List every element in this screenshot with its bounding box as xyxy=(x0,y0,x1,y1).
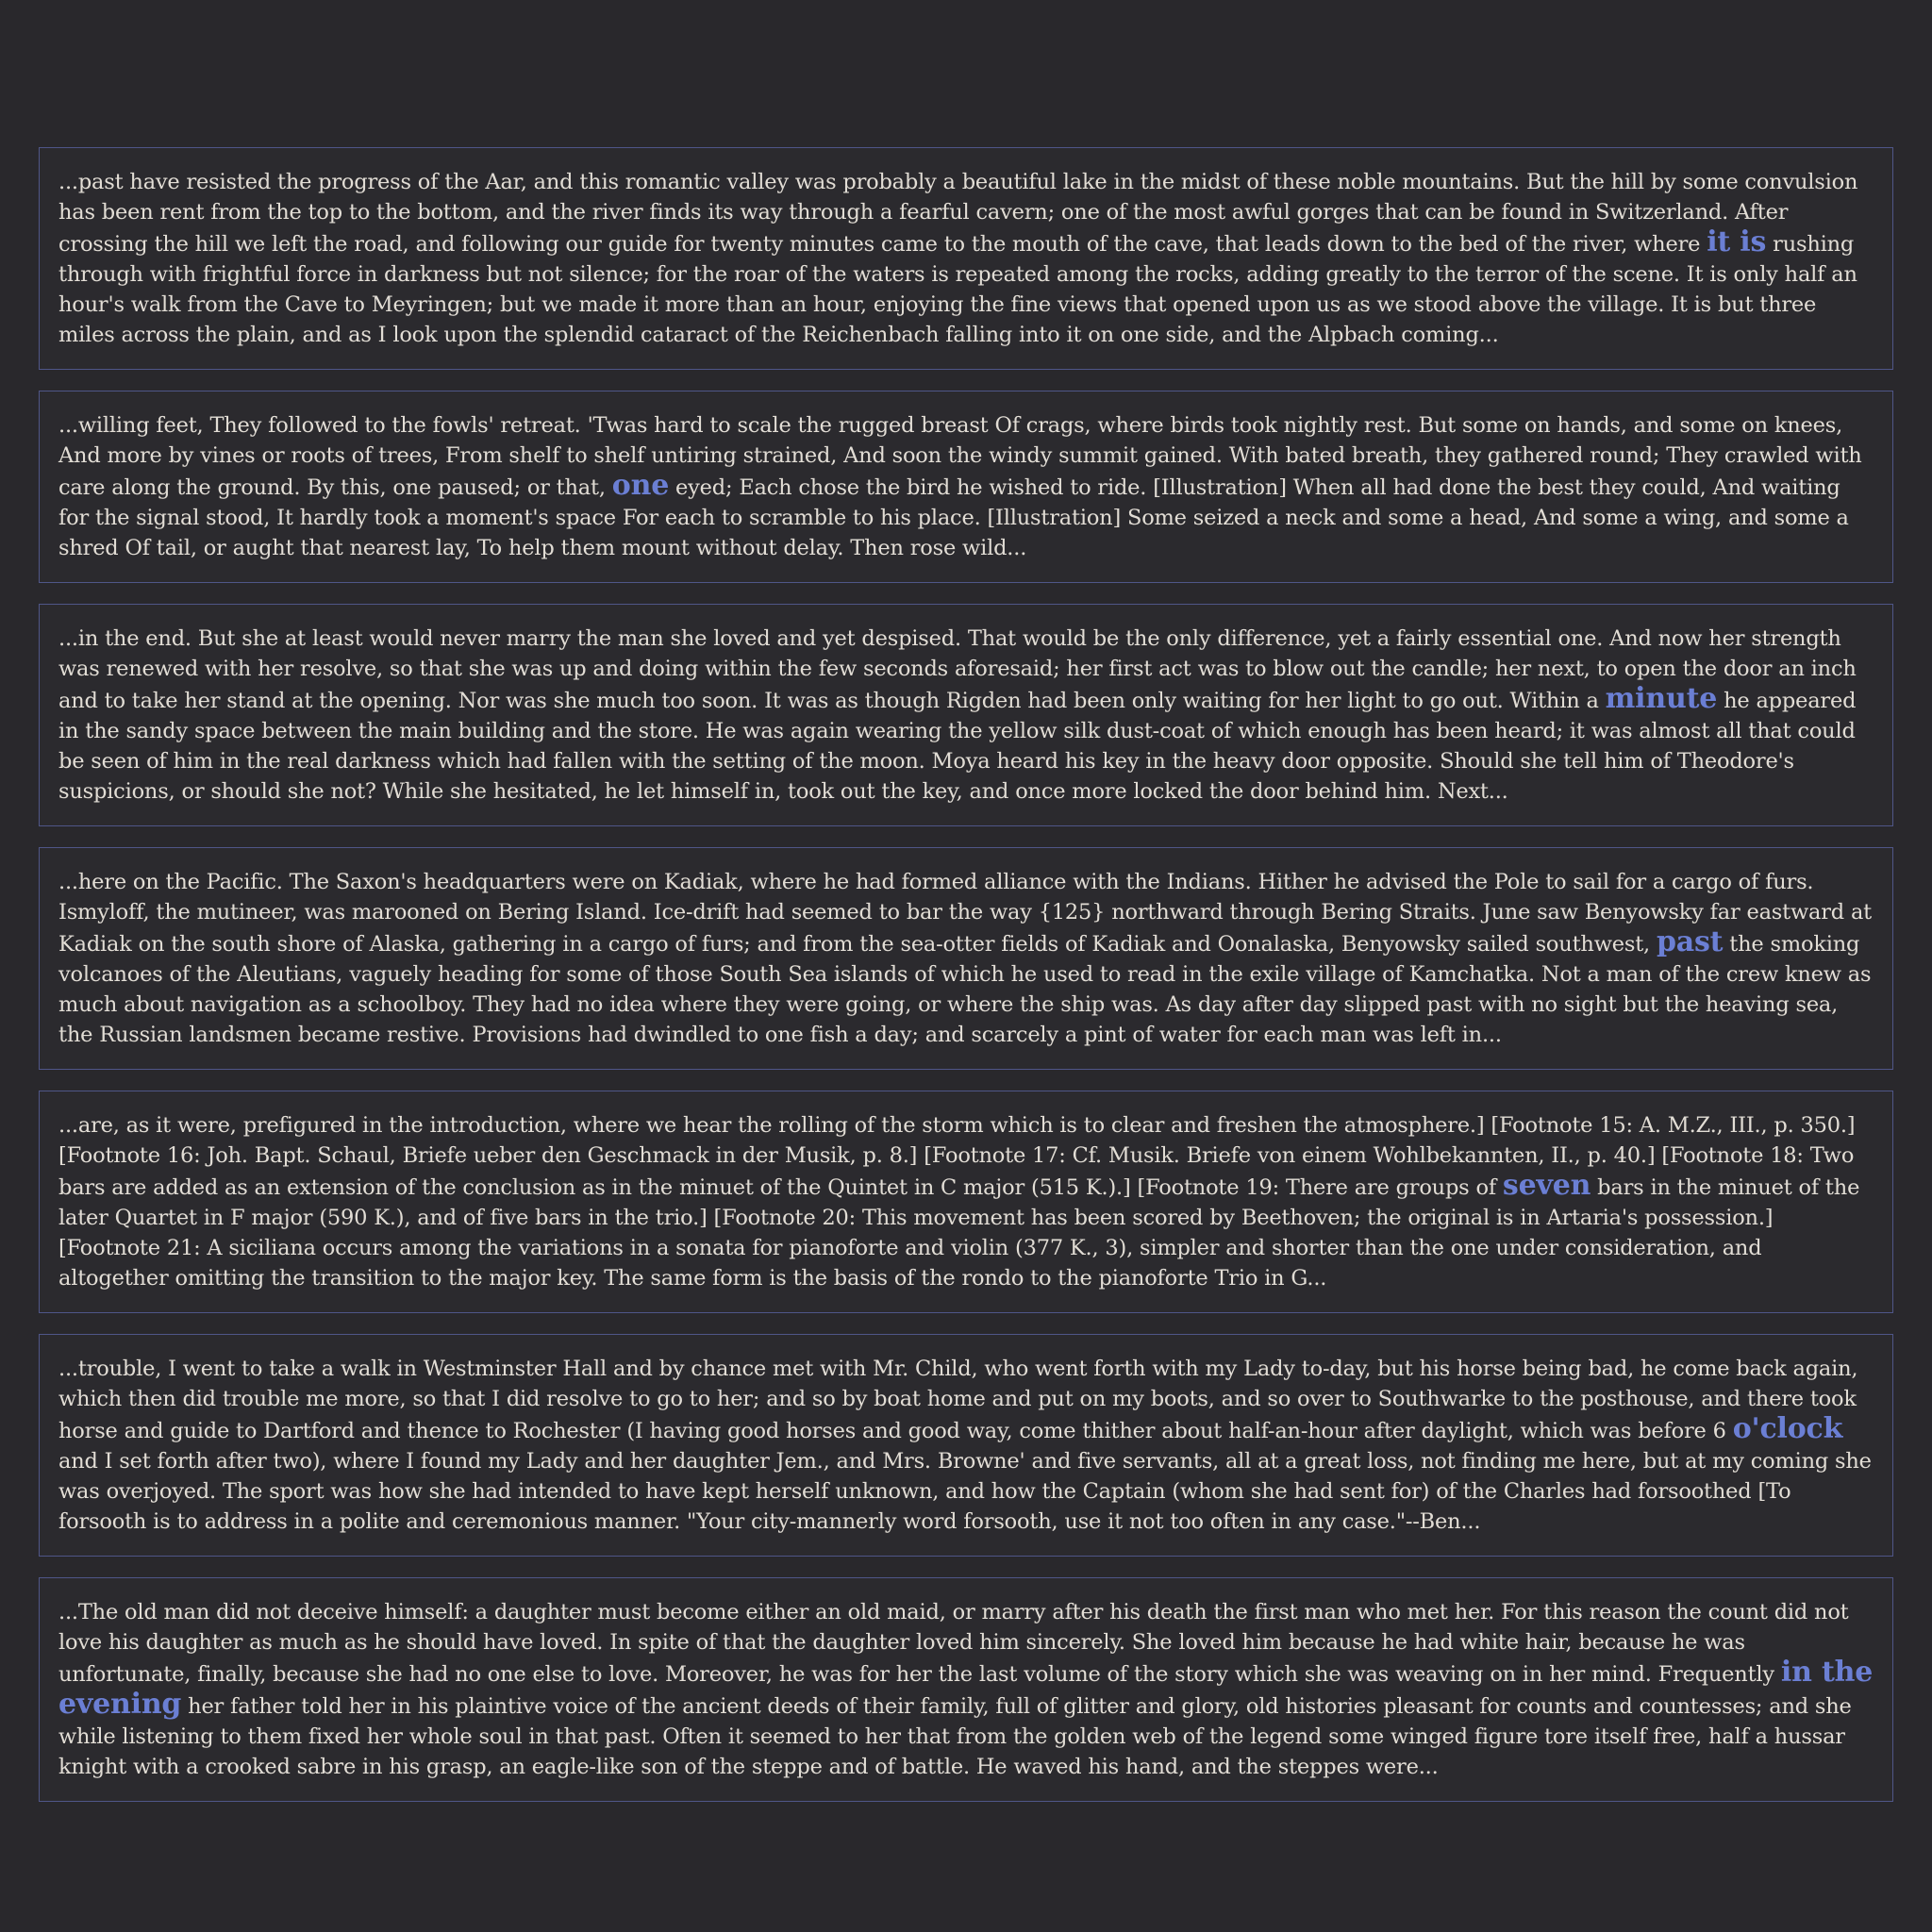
highlighted-phrase: seven xyxy=(1502,1169,1591,1202)
excerpt-text-before: ...in the end. But she at least would never marry the man she loved and yet despised. That would be the only difference, yet a fairly essential one. And now her strength was renewed with her resolve, so that she was up and doing within the few seconds aforesaid; her first act was to blow out the candle; her next, to open the door an inch and to take her stand at the opening. Nor was she much too soon. It was as though Rigden had been only waiting for her light to go out. Within a xyxy=(58,626,1857,713)
excerpt-card xyxy=(39,847,1893,1070)
excerpt-text xyxy=(58,1354,1874,1537)
highlighted-phrase: in the evening xyxy=(58,1656,1874,1721)
excerpt-card xyxy=(39,147,1893,370)
excerpt-text-after: her father told her in his plaintive voice of the ancient deeds of their family, full of glitter and glory, old histories pleasant for counts and countesses; and she while listening to them fixed her whole soul in that past. Often it seemed to her that from the golden web of the legend some winged figure tore itself free, half a hussar knight with a crooked sabre in his grasp, an eagle-like son of the steppe and of battle. He waved his hand, and the steppes were... xyxy=(58,1694,1852,1779)
excerpt-card xyxy=(39,1334,1893,1557)
excerpt-text-after: bars in the minuet of the later Quartet in F major (590 K.), and of five bars in the trio.] [Footnote 20: This movement has been scored by Beethoven; the original is in Artaria's possession.] [Footnote 21: A siciliana occurs among the variations in a sonata for pianoforte and violin (377 K., 3), simpler and shorter than the one under consideration, and altogether omitting the transition to the major key. The same form is the basis of the rondo to the pianoforte Trio in G... xyxy=(58,1175,1860,1291)
excerpt-card xyxy=(39,604,1893,826)
excerpt-text-after: the smoking volcanoes of the Aleutians, vaguely heading for some of those South Sea islands of which he used to read in the exile village of Kamchatka. Not a man of the crew knew as much about navigation as a schoolboy. They had no idea where they were going, or where the ship was. As day after day slipped past with no sight but the heaving sea, the Russian landsmen became restive. Provisions had dwindled to one fish a day; and scarcely a pint of water for each man was left in... xyxy=(58,932,1872,1047)
excerpt-text xyxy=(58,1597,1874,1782)
excerpt-card xyxy=(39,391,1893,583)
excerpt-text-after: and I set forth after two), where I found my Lady and her daughter Jem., and Mrs. Browne' and five servants, all at a great loss, not finding me here, but at my coming she was overjoyed. The sport was how she had intended to have kept herself unknown, and how the Captain (whom she had sent for) of the Charles had forsoothed [To forsooth is to address in a polite and ceremonious manner. "Your city-mannerly word forsooth, use it not too often in any case."--Ben... xyxy=(58,1449,1872,1534)
excerpt-text-before: ...trouble, I went to take a walk in Westminster Hall and by chance met with Mr. Child, who went forth with my Lady to-day, but his horse being bad, he come back again, which then did trouble me more, so that I did resolve to go to her; and so by boat home and put on my boots, and so over to Southwarke to the posthouse, and there took horse and guide to Dartford and thence to Rochester (I having good horses and good way, come thither about half-an-hour after daylight, which was before 6 xyxy=(58,1357,1858,1443)
excerpt-text xyxy=(58,867,1874,1050)
excerpt-card xyxy=(39,1577,1893,1802)
highlighted-phrase: o'clock xyxy=(1732,1412,1843,1445)
excerpt-text xyxy=(58,167,1874,350)
highlighted-phrase: it is xyxy=(1707,225,1767,258)
highlighted-phrase: one xyxy=(611,469,670,502)
excerpt-text xyxy=(58,410,1874,563)
excerpt-text-before: ...The old man did not deceive himself: a daughter must become either an old maid, or marry after his death the first man who met her. For this reason the count did not love his daughter as much as he should have loved. In spite of that the daughter loved him sincerely. She loved him because he had white hair, because he was unfortunate, finally, because she had no one else to love. Moreover, he was for her the last volume of the story which she was weaving on in her mind. Frequently xyxy=(58,1600,1849,1687)
excerpt-text-after: eyed; Each chose the bird he wished to ride. [Illustration] When all had done the best they could, And waiting for the signal stood, It hardly took a moment's space For each to scramble to his place. [Illustration] Some seized a neck and some a head, And some a wing, and some a shred Of tail, or aught that nearest lay, To help them mount without delay. Then rose wild... xyxy=(58,475,1849,560)
excerpt-text-before: ...here on the Pacific. The Saxon's headquarters were on Kadiak, where he had formed alliance with the Indians. Hither he advised the Pole to sail for a cargo of furs. Ismyloff, the mutineer, was marooned on Bering Island. Ice-drift had seemed to bar the way {125} northward through Bering Straits. June saw Benyowsky far eastward at Kadiak on the south shore of Alaska, gathering in a cargo of furs; and from the sea-otter fields of Kadiak and Oonalaska, Benyowsky sailed southwest, xyxy=(58,870,1873,957)
highlighted-phrase: minute xyxy=(1605,682,1718,715)
excerpt-card xyxy=(39,1091,1893,1313)
excerpt-text-after: he appeared in the sandy space between the main building and the store. He was again wearing the yellow silk dust-coat of which enough has been heard; it was almost all that could be seen of him in the real darkness which had fallen with the setting of the moon. Moya heard his key in the heavy door opposite. Should she tell him of Theodore's suspicions, or should she not? While she hesitated, he let himself in, took out the key, and once more locked the door behind him. Next... xyxy=(58,689,1857,804)
excerpt-text-before: ...past have resisted the progress of the Aar, and this romantic valley was probably a beautiful lake in the midst of these noble mountains. But the hill by some convulsion has been rent from the top to the bottom, and the river finds its way through a fearful cavern; one of the most awful gorges that can be found in Switzerland. After crossing the hill we left the road, and following our guide for twenty minutes came to the mouth of the cave, that leads down to the bed of the river, where xyxy=(58,170,1858,257)
excerpt-text-before: ...willing feet, They followed to the fowls' retreat. 'Twas hard to scale the rugged breast Of crags, where birds took nightly rest. But some on hands, and some on knees, And more by vines or roots of trees, From shelf to shelf untiring strained, And soon the windy summit gained. With bated breath, they gathered round; They crawled with care along the ground. By this, one paused; or that, xyxy=(58,413,1862,500)
excerpt-text xyxy=(58,624,1874,807)
excerpt-text-after: rushing through with frightful force in darkness but not silence; for the roar of the waters is repeated among the rocks, adding greatly to the terror of the scene. It is only half an hour's walk from the Cave to Meyringen; but we made it more than an hour, enjoying the fine views that opened upon us as we stood above the village. It is but three miles across the plain, and as I look upon the splendid cataract of the Reichenbach falling into it on one side, and the Alpbach coming... xyxy=(58,232,1857,347)
excerpt-text xyxy=(58,1110,1874,1293)
highlighted-phrase: past xyxy=(1656,925,1724,958)
excerpt-list xyxy=(39,147,1893,1823)
excerpt-text-before: ...are, as it were, prefigured in the introduction, where we hear the rolling of the storm which is to clear and freshen the atmosphere.] [Footnote 15: A. M.Z., III., p. 350.] [Footnote 16: Joh. Bapt. Schaul, Briefe ueber den Geschmack in der Musik, p. 8.] [Footnote 17: Cf. Musik. Briefe von einem Wohlbekannten, II., p. 40.] [Footnote 18: Two bars are added as an extension of the conclusion as in the minuet of the Quintet in C major (515 K.).] [Footnote 19: There are groups of xyxy=(58,1113,1856,1200)
